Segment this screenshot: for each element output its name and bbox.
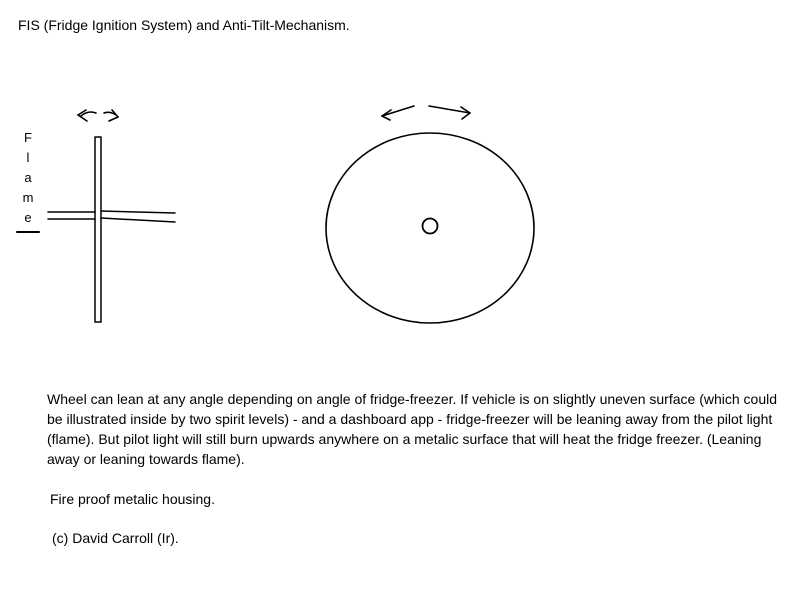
flame-letter: e (24, 210, 32, 225)
flame-letter: F (24, 130, 32, 145)
flame-letter: l (26, 150, 30, 165)
axle-side-view (48, 211, 175, 222)
housing-note: Fire proof metalic housing. (50, 491, 215, 507)
side-view-tilt-arrows (78, 110, 118, 121)
diagram-title: FIS (Fridge Ignition System) and Anti-Tilt-Mechanism. (18, 17, 350, 33)
wheel-hub (423, 219, 438, 234)
flame-letter: m (22, 190, 34, 205)
copyright-note: (c) David Carroll (Ir). (52, 530, 179, 546)
front-view-tilt-arrows (382, 106, 470, 120)
wheel-side-bar (95, 137, 101, 322)
flame-letter: a (24, 170, 32, 185)
wheel-front-view (326, 133, 534, 323)
description-paragraph: Wheel can lean at any angle depending on angle of fridge-freezer. If vehicle is on slightly uneven surface (which could be illustrated inside by two spirit levels) - and a dashboard app - fridge-freezer will be leaning away from the pilot light (flame). But pilot light will still burn upwards anywhere on a metalic surface that will heat the fridge freezer. (Leaning away or leaning towards flame). (47, 391, 778, 467)
